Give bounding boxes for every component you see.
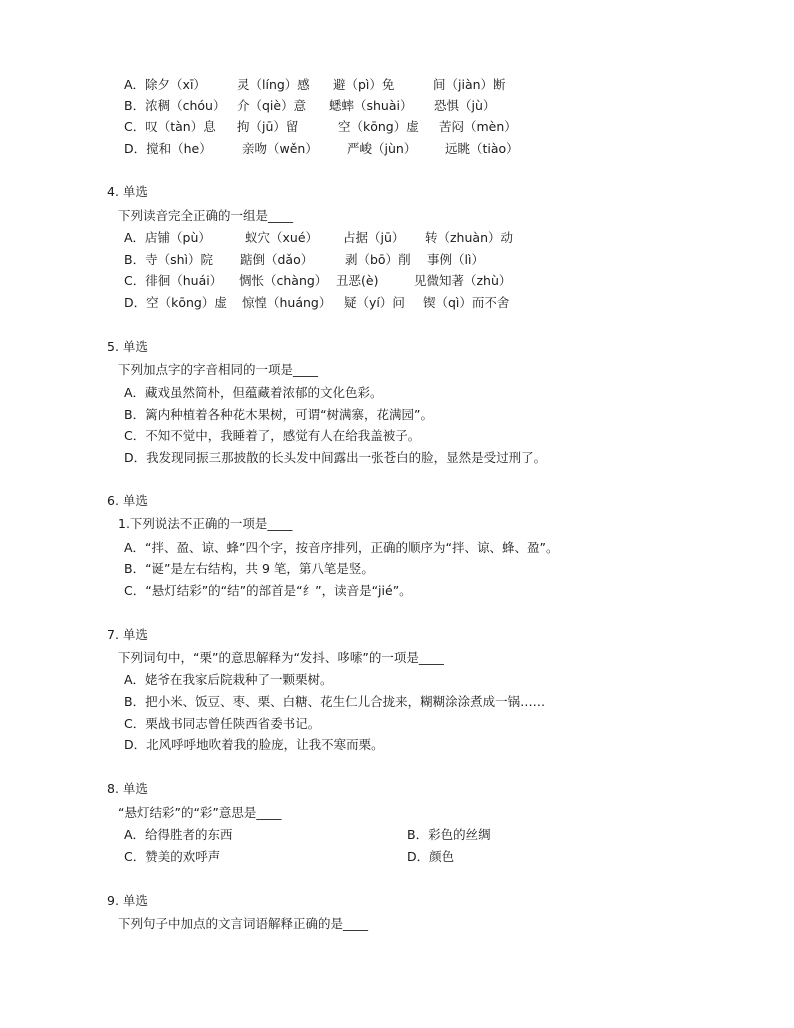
- q6-option-b[interactable]: B．“诞”是左右结构，共 9 笔，第八笔是竖。: [124, 561, 374, 576]
- q5-option-a[interactable]: A．藏戏虽然简朴，但蕴藏着浓郁的文化色彩。: [124, 385, 383, 400]
- q3-option-d[interactable]: D．搅和（he） 亲吻（wěn） 严峻（jùn） 远眺（tiào）: [124, 141, 519, 156]
- q6-stem: 1.下列说法不正确的一项是____: [118, 516, 293, 531]
- q5-option-b[interactable]: B．篱内种植着各种花木果树，可谓“树满寨，花满园”。: [124, 407, 434, 422]
- q4-option-b[interactable]: B．寺（shì）院 踮倒（dǎo） 剥（bō）削 事例（lì）: [124, 252, 484, 267]
- q3-option-b[interactable]: B．浓稠（chóu） 介（qiè）意 蟋蟀（shuài） 恐惧（jù）: [124, 98, 496, 113]
- q5-option-d[interactable]: D．我发现同振三那披散的长头发中间露出一张苍白的脸，显然是受过刑了。: [124, 450, 547, 465]
- q6-header: 6. 单选: [107, 493, 148, 508]
- q8-header: 8. 单选: [107, 781, 148, 796]
- q7-stem: 下列词句中，“栗”的意思解释为“发抖、哆嗦”的一项是____: [118, 650, 444, 665]
- q7-option-b[interactable]: B．把小米、饭豆、枣、栗、白糖、花生仁儿合拢来，糊糊涂涂煮成一锅……: [124, 694, 546, 709]
- q5-option-c[interactable]: C．不知不觉中，我睡着了，感觉有人在给我盖被子。: [124, 428, 421, 443]
- q8-option-d[interactable]: D．颜色: [407, 849, 455, 864]
- q6-option-c[interactable]: C．“悬灯结彩”的“结”的部首是“纟”，读音是“jié”。: [124, 583, 412, 598]
- q8-option-b[interactable]: B．彩色的丝绸: [407, 827, 491, 842]
- q4-option-c[interactable]: C．徘徊（huái） 惆怅（chàng） 丑恶(è) 见微知著（zhù）: [124, 273, 512, 288]
- q8-option-c[interactable]: C．赞美的欢呼声: [124, 849, 221, 864]
- q4-stem: 下列读音完全正确的一组是____: [118, 208, 294, 223]
- q4-option-a[interactable]: A．店铺（pù） 蚁穴（xué） 占据（jū） 转（zhuàn）动: [124, 230, 513, 245]
- q9-stem: 下列句子中加点的文言词语解释正确的是____: [118, 916, 369, 931]
- q6-option-a[interactable]: A．“拌、盈、谅、蜂”四个字，按音序排列，正确的顺序为“拌、谅、蜂、盈”。: [124, 540, 559, 555]
- q7-option-a[interactable]: A．姥爷在我家后院栽种了一颗栗树。: [124, 672, 333, 687]
- q4-header: 4. 单选: [107, 184, 148, 199]
- q7-header: 7. 单选: [107, 627, 148, 642]
- q4-option-d[interactable]: D．空（kōng）虚 惊惶（huáng） 疑（yí）问 锲（qì）而不舍: [124, 295, 510, 310]
- q3-option-a[interactable]: A．除夕（xī） 灵（líng）感 避（pì）免 间（jiàn）断: [124, 77, 506, 92]
- q7-option-c[interactable]: C．栗战书同志曾任陕西省委书记。: [124, 716, 321, 731]
- q7-option-d[interactable]: D．北风呼呼地吹着我的脸庞，让我不寒而栗。: [124, 737, 384, 752]
- q9-header: 9. 单选: [107, 893, 148, 908]
- q8-option-a[interactable]: A．给得胜者的东西: [124, 827, 233, 842]
- q8-stem: “悬灯结彩”的“彩”意思是____: [118, 805, 282, 820]
- q5-stem: 下列加点字的字音相同的一项是____: [118, 362, 319, 377]
- q3-option-c[interactable]: C．叹（tàn）息 拘（jū）留 空（kōng）虚 苦闷（mèn）: [124, 119, 517, 134]
- q5-header: 5. 单选: [107, 339, 148, 354]
